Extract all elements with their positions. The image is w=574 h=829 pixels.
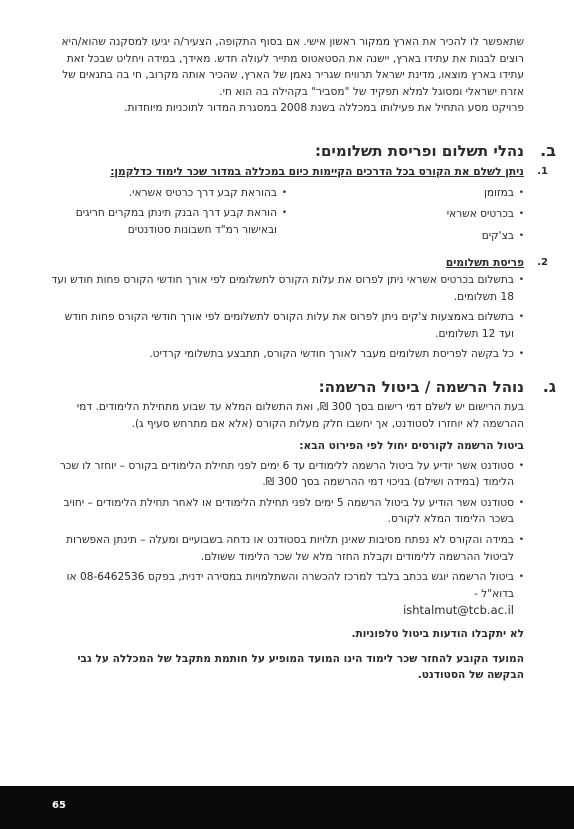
list-item: • בכרטיס אשראי <box>287 206 524 223</box>
payment-methods-columns <box>50 185 524 250</box>
registration-paragraph: בעת הרישום יש לשלם דמי רישום בסך 300 ₪, ואת התשלום המלא עד שבוע מתחילת הלימודים. דמי ההרשמה לא יוחזרו לסטודנט, אך יחשבו חלק מעלות הקורס (אלא אם מתרחש סעיף ג). <box>76 400 524 430</box>
section-g-letter: ג. <box>542 376 556 396</box>
payment-methods-list-left <box>50 185 287 250</box>
no-phone-note: לא יתקבלו הודעות ביטול טלפוניות. <box>351 628 524 641</box>
section-b-heading <box>50 140 556 161</box>
email-link[interactable]: ishtalmut@tcb.ac.il <box>403 603 514 618</box>
list-item: • הוראת קבע דרך הבנק תינתן במקרים חריגים ובאישור רמ"ד חשבונות סטודנטים <box>50 205 287 238</box>
installments-item <box>50 255 548 363</box>
item-number: 1. <box>537 165 548 177</box>
list-item-contact <box>50 569 524 620</box>
section-g-heading <box>50 376 556 397</box>
contact-text: ביטול הרשמה יוגש בכתב בלבד למרכז להכשרה והשתלמויות במסירה ידנית, בפקס 08-6462536 או בדוא"ל - <box>66 571 514 600</box>
list-item: • בצ'קים <box>287 228 524 245</box>
payment-methods-list-right <box>287 185 524 250</box>
list-item: • במידה והקורס לא נפתח מסיבות שאינן תלויות בסטודנט או נדחה בשבועיים ומעלה – תינתן האפשרות לביטול ההרשמה ללימודים וקבלת החזר מלא של שכר הלימוד ששולם. <box>50 532 524 565</box>
section-g-title: נוהל הרשמה / ביטול הרשמה: <box>318 377 524 396</box>
list-item: • סטודנט אשר הודיע על ביטול הרשמה 5 ימים לפני תחילת הלימודים או לאחר תחילת הלימודים – יחויב בשכר הלימוד המלא לקורס. <box>50 495 524 528</box>
section-b-title: נהלי תשלום ופריסת תשלומים: <box>314 141 524 160</box>
document-body <box>50 34 556 684</box>
payment-methods-item <box>50 164 548 249</box>
cancellation-list <box>50 458 524 620</box>
item-number: 2. <box>537 257 548 269</box>
list-item: • בתשלום בכרטיס אשראי ניתן לפרוס את עלות הקורס לתשלומים לפי אורך חודשי הקורס פחות חודש ועד 18 תשלומים. <box>50 272 524 305</box>
list-item: • בתשלום באמצעות צ'קים ניתן לפרוס את עלות הקורס לתשלומים לפי אורך חודשי הקורס פחות חודש ועד 12 תשלומים. <box>50 309 524 342</box>
section-b-letter: ב. <box>540 140 556 160</box>
installments-heading: פריסת תשלומים <box>445 257 524 270</box>
intro-paragraph: שתאפשר לו להכיר את הארץ ממקור ראשון אישי. אם בסוף התקופה, הצעיר/ה יגיעו למסקנה שהוא/היא רוצים לבנות את עתידו בארץ, יישנה את הסטאטוס מתייר לעולה חדש. מאידך, במידה ויחליט שבכל זאת עתידו בארץ מוצאו, מדינת ישראל תרוויח שגריר נאמן של הארץ, שהכיר אותה מקרוב, חי בה בתנאים של אזרח ישראלי ומסוגל למלא תפקיד של "מסביר" בקהילה בה הוא חי. <box>61 36 524 98</box>
footer-bar <box>0 786 574 829</box>
refund-date-note: המועד הקובע להחזר שכר לימוד הינו המועד המופיע על חותמת מתקבל של המכללה על גבי הבקשה של הסטודנט. <box>77 652 524 682</box>
list-item: • בהוראת קבע דרך כרטיס אשראי. <box>50 185 287 202</box>
list-item: • במזומן <box>287 185 524 202</box>
cancellation-heading: ביטול הרשמה לקורסים יחול לפי הפירוט הבא: <box>299 440 524 453</box>
list-item: • כל בקשה לפריסת תשלומים מעבר לאורך חודשי הקורס, תתבצע בתשלומי קרדיט. <box>50 346 524 363</box>
installments-list <box>50 272 524 363</box>
intro-paragraph-project: פרויקט מסע התחיל את פעילותו במכללה בשנת 2008 במסגרת המדור לתוכניות מיוחדות. <box>124 102 524 115</box>
list-item: • סטודנט אשר יודיע על ביטול הרשמה ללימודים עד 6 ימים לפני תחילת הלימודים בקורס – יוחזר לו שכר הלימוד (במידה ושילם) בניכוי דמי ההרשמה בסך 300 ₪. <box>50 458 524 491</box>
page-number: 65 <box>52 800 66 811</box>
payment-methods-heading: ניתן לשלם את הקורס בכל הדרכים הקיימות כיום במכללה במדור שכר לימוד כדלקמן: <box>110 165 524 178</box>
